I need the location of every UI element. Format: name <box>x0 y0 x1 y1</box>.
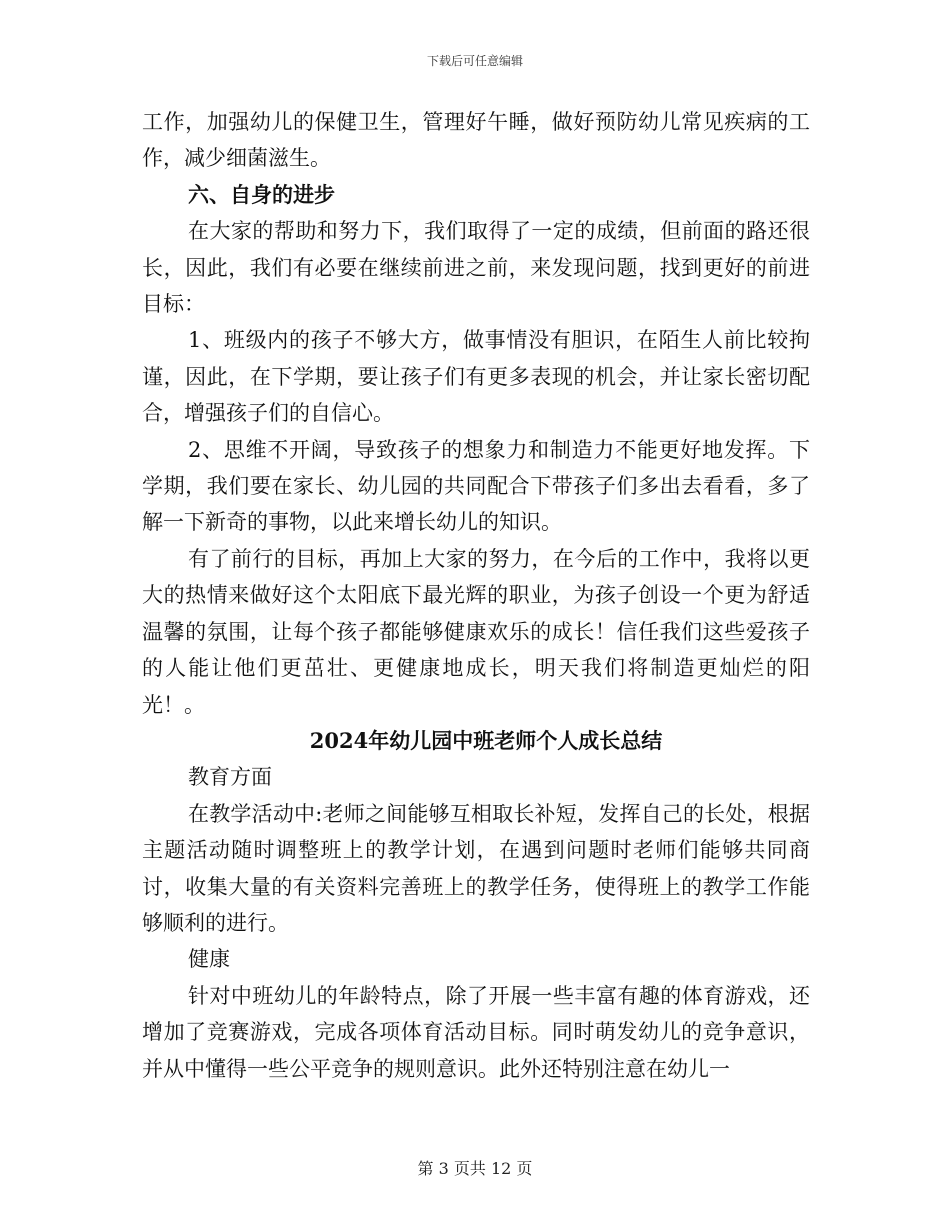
page-footer: 第 3 页共 12 页 <box>417 1159 533 1178</box>
paragraph-goal-2: 2、思维不开阔，导致孩子的想象力和制造力不能更好地发挥。下学期，我们要在家长、幼儿园的共同配合下带孩子们多出去看看，多了解一下新奇的事物，以此来增长幼儿的知识。 <box>142 437 810 535</box>
paragraph-health: 针对中班幼儿的年龄特点，除了开展一些丰富有趣的体育游戏，还增加了竞赛游戏，完成各项体育活动目标。同时萌发幼儿的竞争意识，并从中懂得一些公平竞争的规则意识。此外还特别注意在幼儿一 <box>142 983 810 1081</box>
page-header: 下载后可任意编辑 <box>426 54 523 68</box>
paragraph-conclusion: 有了前行的目标，再加上大家的努力，在今后的工作中，我将以更大的热情来做好这个太阳底下最光辉的职业，为孩子创设一个更为舒适温馨的氛围，让每个孩子都能够健康欢乐的成长！信任我们这些爱孩子的人能让他们更茁壮、更健康地成长，明天我们将制造更灿烂的阳光！。 <box>142 546 810 717</box>
document-title: 2024年幼儿园中班老师个人成长总结 <box>309 727 663 753</box>
paragraph-education: 在教学活动中:老师之间能够互相取长补短，发挥自己的长处，根据主题活动随时调整班上的教学计划，在遇到问题时老师们能够共同商讨，收集大量的有关资料完善班上的教学任务，使得班上的教学工作能够顺利的进行。 <box>142 801 810 935</box>
paragraph-progress-intro: 在大家的帮助和努力下，我们取得了一定的成绩，但前面的路还很长，因此，我们有必要在继续前进之前，来发现问题，找到更好的前进目标： <box>142 219 810 317</box>
document-body <box>142 104 810 1087</box>
section-heading-progress: 六、自身的进步 <box>188 181 335 207</box>
subheading-education: 教育方面 <box>188 765 272 790</box>
paragraph-continuation: 工作，加强幼儿的保健卫生，管理好午睡，做好预防幼儿常见疾病的工作，减少细菌滋生。 <box>142 110 810 171</box>
paragraph-goal-1: 1、班级内的孩子不够大方，做事情没有胆识，在陌生人前比较拘谨，因此，在下学期，要让孩子们有更多表现的机会，并让家长密切配合，增强孩子们的自信心。 <box>142 328 810 426</box>
subheading-health: 健康 <box>188 947 230 972</box>
